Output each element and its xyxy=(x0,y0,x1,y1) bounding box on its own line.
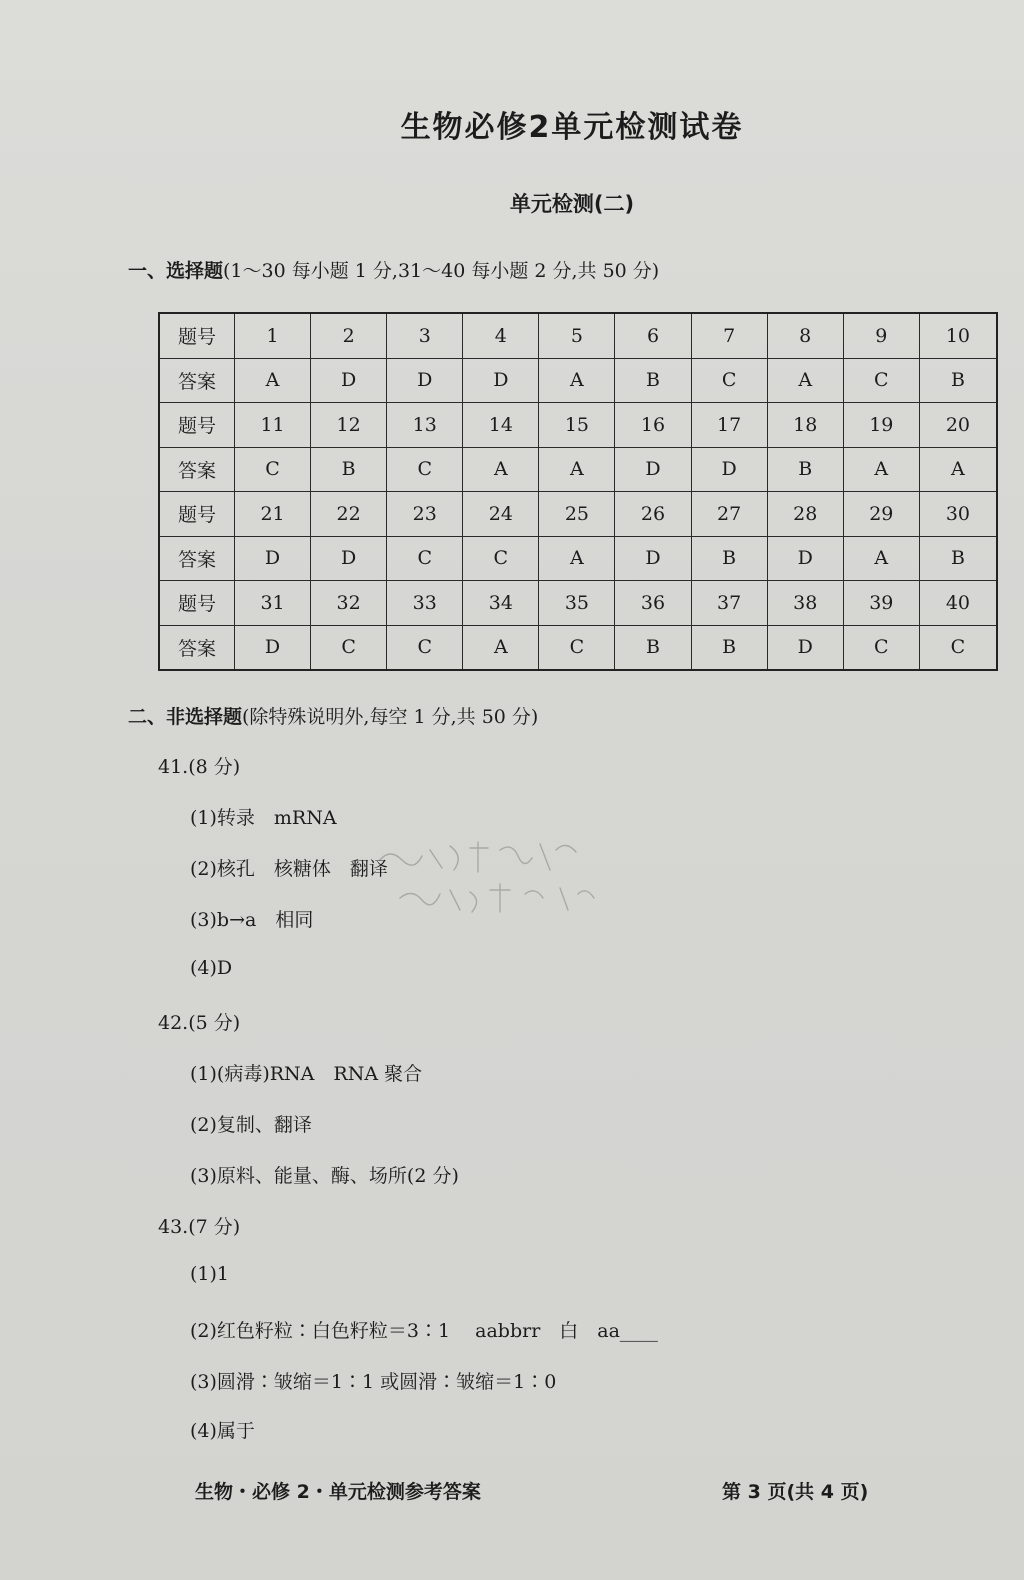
question-number-cell: 38 xyxy=(767,581,843,626)
answer-cell: C xyxy=(235,447,311,492)
question-number-row xyxy=(159,403,997,448)
q41-heading: 41.(8 分) xyxy=(158,756,241,778)
answer-cell: A xyxy=(539,447,615,492)
answer-cell: B xyxy=(691,536,767,581)
page-subtitle: 单元检测(二) xyxy=(509,192,635,216)
question-number-cell: 19 xyxy=(843,403,919,448)
answer-cell: A xyxy=(843,447,919,492)
section-choice-label: 一、选择题 xyxy=(128,260,224,282)
question-number-cell: 14 xyxy=(463,403,539,448)
answer-cell: D xyxy=(615,447,691,492)
answer-row xyxy=(159,536,997,581)
q43-answer-3: (3)圆滑∶皱缩＝1∶1 或圆滑∶皱缩＝1∶0 xyxy=(190,1371,557,1393)
answer-table xyxy=(158,312,998,671)
question-number-cell: 29 xyxy=(843,492,919,537)
answer-cell: B xyxy=(919,358,997,403)
answer-cell: D xyxy=(311,536,387,581)
answer-row xyxy=(159,358,997,403)
question-number-cell: 13 xyxy=(387,403,463,448)
answer-cell: A xyxy=(843,536,919,581)
question-number-row-label: 题号 xyxy=(159,581,235,626)
answer-cell: D xyxy=(767,625,843,670)
answer-cell: C xyxy=(387,536,463,581)
section-choice-heading xyxy=(128,256,659,283)
q43-heading: 43.(7 分) xyxy=(158,1216,241,1238)
question-number-row-label: 题号 xyxy=(159,313,235,358)
question-number-cell: 11 xyxy=(235,403,311,448)
question-number-row xyxy=(159,581,997,626)
answer-cell: D xyxy=(463,358,539,403)
question-number-cell: 17 xyxy=(691,403,767,448)
answer-cell: D xyxy=(235,625,311,670)
question-number-cell: 39 xyxy=(843,581,919,626)
question-number-cell: 23 xyxy=(387,492,463,537)
question-number-cell: 2 xyxy=(311,313,387,358)
answer-cell: D xyxy=(767,536,843,581)
section-open-note: (除特殊说明外,每空 1 分,共 50 分) xyxy=(242,706,539,728)
question-number-cell: 15 xyxy=(539,403,615,448)
question-number-cell: 27 xyxy=(691,492,767,537)
section-choice-note: (1～30 每小题 1 分,31～40 每小题 2 分,共 50 分) xyxy=(223,260,660,282)
q42-heading: 42.(5 分) xyxy=(158,1012,241,1034)
answer-row-label: 答案 xyxy=(159,447,235,492)
answer-cell: C xyxy=(463,536,539,581)
answer-cell: C xyxy=(843,358,919,403)
question-number-row xyxy=(159,313,997,358)
answer-cell: B xyxy=(615,358,691,403)
question-number-cell: 7 xyxy=(691,313,767,358)
question-number-cell: 3 xyxy=(387,313,463,358)
question-number-cell: 25 xyxy=(539,492,615,537)
answer-cell: A xyxy=(539,536,615,581)
footer-book-title: 生物・必修 2・单元检测参考答案 xyxy=(195,1481,481,1503)
answer-cell: C xyxy=(311,625,387,670)
q42-answer-3: (3)原料、能量、酶、场所(2 分) xyxy=(190,1165,459,1187)
answer-cell: B xyxy=(767,447,843,492)
question-number-cell: 24 xyxy=(463,492,539,537)
question-number-cell: 10 xyxy=(919,313,997,358)
answer-cell: C xyxy=(539,625,615,670)
answer-cell: D xyxy=(615,536,691,581)
question-number-cell: 4 xyxy=(463,313,539,358)
question-number-cell: 21 xyxy=(235,492,311,537)
answer-row xyxy=(159,625,997,670)
answer-cell: A xyxy=(463,447,539,492)
question-number-cell: 40 xyxy=(919,581,997,626)
q41-answer-1: (1)转录 mRNA xyxy=(190,807,337,829)
answer-cell: C xyxy=(843,625,919,670)
answer-cell: D xyxy=(311,358,387,403)
answer-cell: C xyxy=(387,447,463,492)
answer-cell: D xyxy=(691,447,767,492)
question-number-cell: 37 xyxy=(691,581,767,626)
answer-row xyxy=(159,447,997,492)
question-number-row xyxy=(159,492,997,537)
q43-answer-1: (1)1 xyxy=(190,1263,230,1285)
question-number-cell: 9 xyxy=(843,313,919,358)
answer-cell: A xyxy=(767,358,843,403)
question-number-cell: 28 xyxy=(767,492,843,537)
answer-cell: A xyxy=(919,447,997,492)
q41-answer-2: (2)核孔 核糖体 翻译 xyxy=(190,858,388,880)
question-number-cell: 12 xyxy=(311,403,387,448)
page-title: 生物必修2单元检测试卷 xyxy=(400,110,744,145)
answer-cell: C xyxy=(691,358,767,403)
answer-cell: B xyxy=(919,536,997,581)
question-number-cell: 32 xyxy=(311,581,387,626)
question-number-cell: 35 xyxy=(539,581,615,626)
question-number-row-label: 题号 xyxy=(159,492,235,537)
footer-page-number: 第 3 页(共 4 页) xyxy=(722,1481,869,1503)
answer-cell: B xyxy=(615,625,691,670)
section-open-heading xyxy=(128,702,538,729)
answer-cell: B xyxy=(311,447,387,492)
q41-answer-3: (3)b→a 相同 xyxy=(190,909,314,931)
question-number-cell: 8 xyxy=(767,313,843,358)
question-number-cell: 22 xyxy=(311,492,387,537)
question-number-cell: 5 xyxy=(539,313,615,358)
question-number-cell: 6 xyxy=(615,313,691,358)
q42-answer-1: (1)(病毒)RNA RNA 聚合 xyxy=(190,1063,423,1085)
answer-row-label: 答案 xyxy=(159,358,235,403)
answer-cell: A xyxy=(235,358,311,403)
question-number-cell: 16 xyxy=(615,403,691,448)
answer-row-label: 答案 xyxy=(159,625,235,670)
question-number-cell: 36 xyxy=(615,581,691,626)
pencil-scribble-mark xyxy=(360,820,640,940)
question-number-cell: 20 xyxy=(919,403,997,448)
question-number-cell: 33 xyxy=(387,581,463,626)
q42-answer-2: (2)复制、翻译 xyxy=(190,1114,312,1136)
q43-answer-2: (2)红色籽粒∶白色籽粒＝3∶1 aabbrr 白 aa____ xyxy=(190,1320,658,1342)
q41-answer-4: (4)D xyxy=(190,957,233,979)
question-number-row-label: 题号 xyxy=(159,403,235,448)
answer-cell: B xyxy=(691,625,767,670)
question-number-cell: 1 xyxy=(235,313,311,358)
question-number-cell: 34 xyxy=(463,581,539,626)
q43-answer-4: (4)属于 xyxy=(190,1420,255,1442)
question-number-cell: 18 xyxy=(767,403,843,448)
answer-cell: D xyxy=(235,536,311,581)
question-number-cell: 30 xyxy=(919,492,997,537)
answer-cell: C xyxy=(387,625,463,670)
question-number-cell: 26 xyxy=(615,492,691,537)
answer-cell: C xyxy=(919,625,997,670)
answer-cell: D xyxy=(387,358,463,403)
section-open-label: 二、非选择题 xyxy=(128,706,243,728)
answer-row-label: 答案 xyxy=(159,536,235,581)
answer-cell: A xyxy=(463,625,539,670)
question-number-cell: 31 xyxy=(235,581,311,626)
answer-cell: A xyxy=(539,358,615,403)
